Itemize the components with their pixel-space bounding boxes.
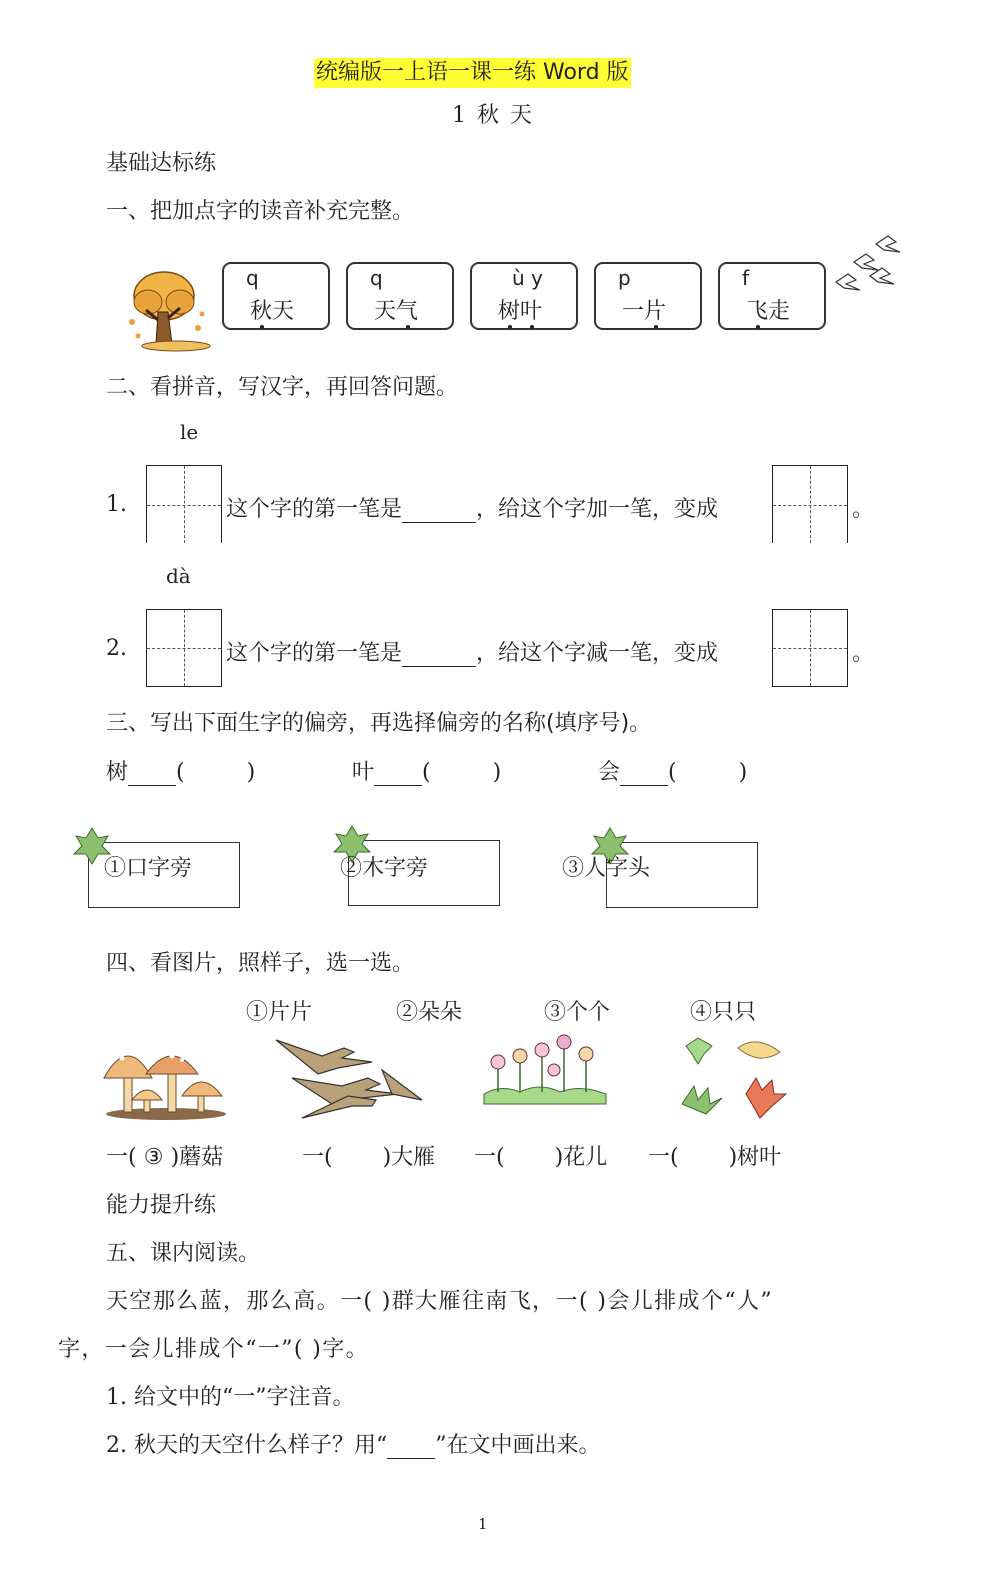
pinyin-hint: q <box>246 266 259 290</box>
paren: ( <box>422 760 431 785</box>
radical-blank[interactable] <box>620 760 668 786</box>
writing-grid-2-result[interactable] <box>772 609 848 687</box>
word: 天气 <box>374 299 419 324</box>
question-text: ”在文中画出来。 <box>435 1433 601 1458</box>
char: 树 <box>106 760 129 785</box>
char: 会 <box>598 760 621 785</box>
pinyin-hint: p <box>618 266 631 290</box>
leaves-illustration <box>676 1034 794 1122</box>
question-text: ，给这个字减一笔，变成 <box>476 641 719 666</box>
paren: ) <box>246 760 256 785</box>
flying-geese-illustration <box>826 226 906 302</box>
flowers-illustration <box>480 1034 610 1110</box>
period: 。 <box>852 497 875 522</box>
q3-heading: 三、写出下面生字的偏旁，再选择偏旁的名称(填序号)。 <box>106 711 652 736</box>
pinyin-le: le <box>180 420 199 444</box>
pinyin-hint: f <box>742 266 750 290</box>
q1-heading: 一、把加点字的读音补充完整。 <box>106 199 415 224</box>
emphasis-dot <box>530 325 534 329</box>
answer-suffix: )蘑菇 <box>170 1145 224 1170</box>
section-advanced-label: 能力提升练 <box>106 1193 217 1218</box>
answer-prefix: 一( <box>302 1145 333 1170</box>
question-text: 这个字的第一笔是 <box>226 641 403 666</box>
radical-item-ye <box>352 755 501 786</box>
q5-sub2 <box>106 1428 600 1459</box>
emphasis-dot <box>406 325 410 329</box>
writing-grid-1[interactable] <box>146 465 222 543</box>
pinyin-box-qiutian <box>222 262 330 330</box>
autumn-tree-illustration <box>118 262 214 358</box>
wild-geese-illustration <box>272 1034 430 1124</box>
question-text: 这个字的第一笔是 <box>226 497 403 522</box>
q5-heading: 五、课内阅读。 <box>106 1241 261 1266</box>
pinyin-box-yipian <box>594 262 702 330</box>
choice-gege: ③个个 <box>544 1000 611 1025</box>
option-renzitou: ③人字头 <box>562 856 651 881</box>
writing-grid-1-result[interactable] <box>772 465 848 543</box>
char: 叶 <box>352 760 375 785</box>
paren: ( <box>668 760 677 785</box>
section-basic-label: 基础达标练 <box>106 151 217 176</box>
choice-duoduo: ②朵朵 <box>396 1000 463 1025</box>
item-number: 2. <box>106 636 127 661</box>
pinyin-da: dà <box>166 564 191 588</box>
answer-suffix: )大雁 <box>382 1145 436 1170</box>
pinyin-hint: ù y <box>512 266 543 290</box>
page-number: 1 <box>478 1515 488 1533</box>
emphasis-dot <box>654 325 658 329</box>
answer-prefix: 一( <box>106 1145 137 1170</box>
reading-passage-line2: 字，一会儿排成个“一”( )字。 <box>58 1337 370 1362</box>
radical-item-hui <box>598 755 747 786</box>
lesson-title: 1 秋 天 <box>452 103 534 128</box>
emphasis-dot <box>756 325 760 329</box>
pinyin-hint: q <box>370 266 383 290</box>
pinyin-box-tianqi <box>346 262 454 330</box>
option-muzipang: ②木字旁 <box>340 856 429 881</box>
choice-zhizhi: ④只只 <box>690 1000 757 1025</box>
page-title: 统编版一上语一课一练 Word 版 <box>314 58 631 88</box>
answer-flowers <box>474 1140 607 1171</box>
q4-heading: 四、看图片，照样子，选一选。 <box>106 951 415 976</box>
mushroom-illustration <box>102 1034 230 1122</box>
answer-leaves <box>648 1140 781 1171</box>
answer-suffix: )花儿 <box>554 1145 608 1170</box>
radical-item-shu <box>106 755 255 786</box>
word: 一片 <box>622 299 667 324</box>
pinyin-box-shuye <box>470 262 578 330</box>
answer-fill[interactable]: ③ <box>143 1145 164 1170</box>
question-line-2 <box>226 636 718 667</box>
word: 飞走 <box>746 299 791 324</box>
question-text: 2. 秋天的天空什么样子？用“ <box>106 1433 388 1458</box>
answer-blank[interactable] <box>402 497 476 523</box>
choice-pianpian: ①片片 <box>246 1000 313 1025</box>
option-kouzipang: ①口字旁 <box>104 856 193 881</box>
paren: ( <box>176 760 185 785</box>
paren: ) <box>492 760 502 785</box>
answer-geese <box>302 1140 435 1171</box>
emphasis-dot <box>260 325 264 329</box>
word: 秋天 <box>250 299 295 324</box>
answer-suffix: )树叶 <box>728 1145 782 1170</box>
period: 。 <box>852 641 875 666</box>
question-line-1 <box>226 492 718 523</box>
emphasis-dot <box>508 325 512 329</box>
radical-blank[interactable] <box>374 760 422 786</box>
radical-blank[interactable] <box>128 760 176 786</box>
answer-prefix: 一( <box>648 1145 679 1170</box>
underline-sample <box>387 1433 435 1459</box>
writing-grid-2[interactable] <box>146 609 222 687</box>
q5-sub1: 1. 给文中的“一”字注音。 <box>106 1385 355 1410</box>
answer-prefix: 一( <box>474 1145 505 1170</box>
word: 树叶 <box>498 299 543 324</box>
question-text: ，给这个字加一笔，变成 <box>476 497 719 522</box>
answer-mushroom <box>106 1140 223 1171</box>
reading-passage-line1: 天空那么蓝，那么高。一( )群大雁往南飞，一( )会儿排成个“人” <box>106 1289 774 1314</box>
q2-heading: 二、看拼音，写汉字，再回答问题。 <box>106 375 459 400</box>
item-number: 1. <box>106 492 127 517</box>
paren: ) <box>738 760 748 785</box>
pinyin-box-feizou <box>718 262 826 330</box>
answer-blank[interactable] <box>402 641 476 667</box>
